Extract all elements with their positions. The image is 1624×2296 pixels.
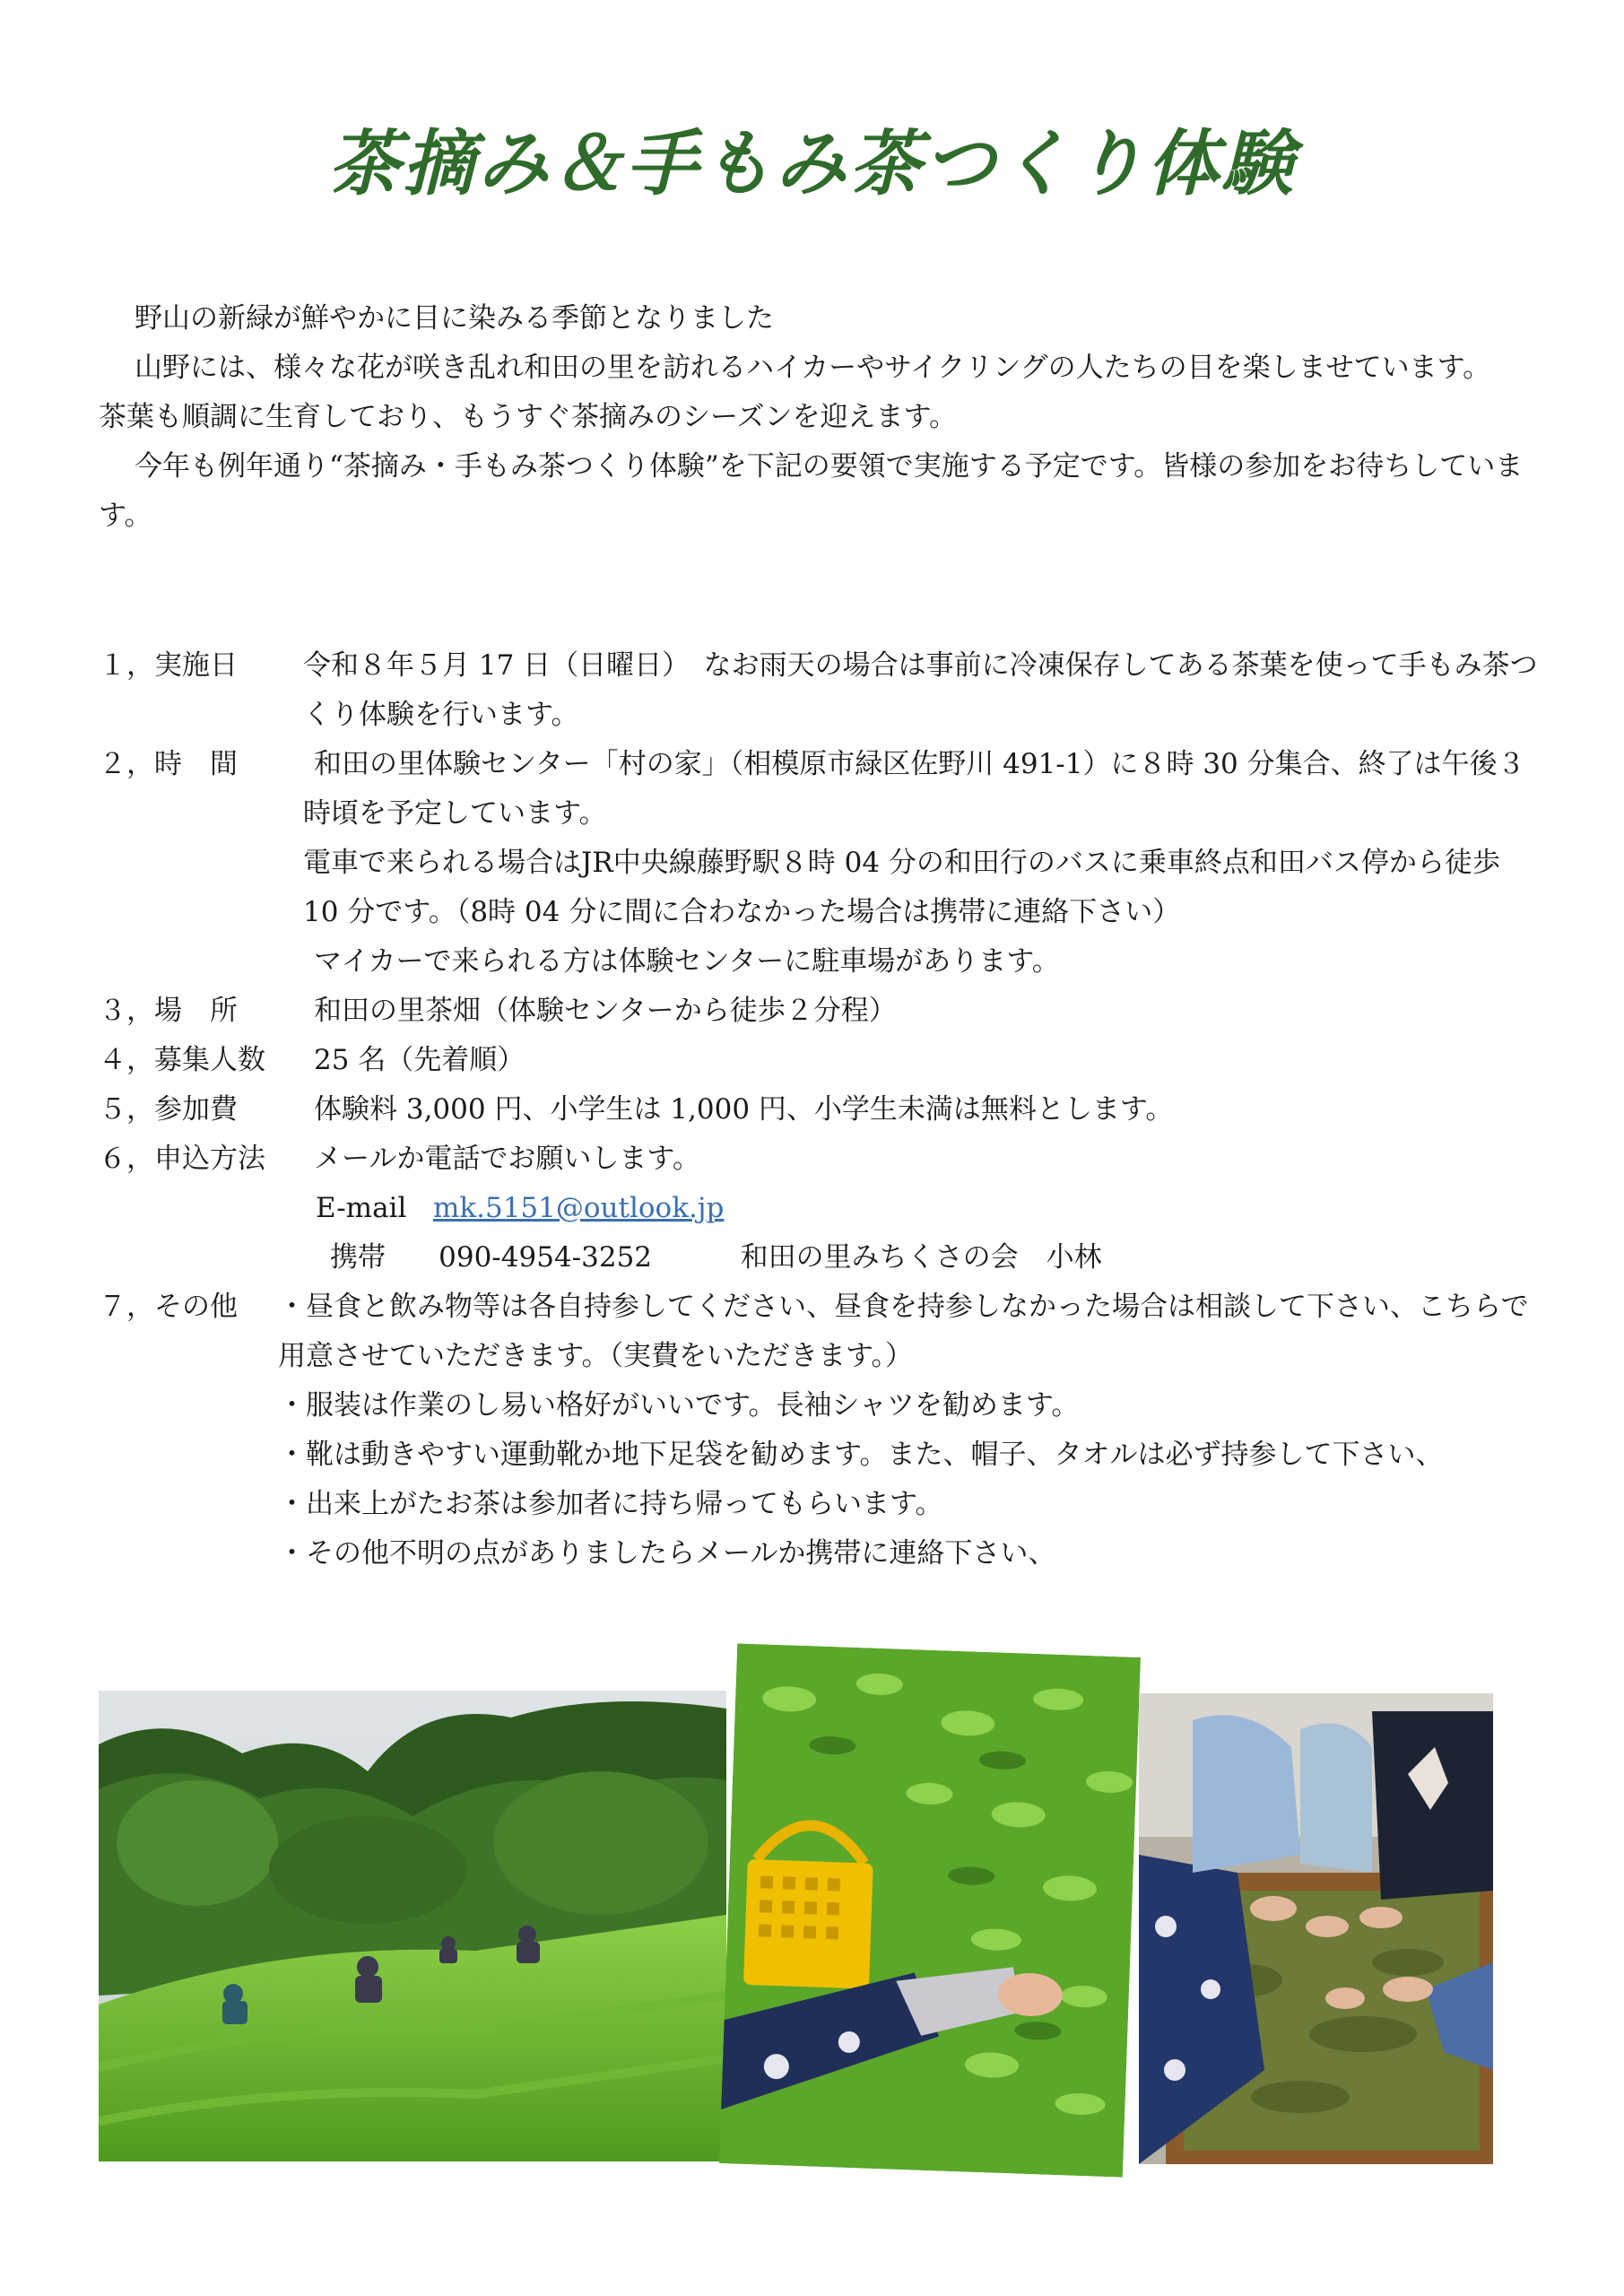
item-apply [99,1135,1542,1283]
phone-label: 携帯 [330,1241,386,1274]
item-date [99,641,1542,740]
photo-tea-field [99,1691,726,2161]
item-place [99,987,1542,1036]
item-text: 体験料 3,000 円、小学生は 1,000 円、小学生未満は無料とします。 [314,1093,1174,1126]
item-text: 和田の里体験センター「村の家」（相模原市緑区佐野川 491-1）に８時 30 分集合、終了は午後３時頃を予定しています。 [303,748,1525,830]
item-label: ７，その他 [99,1291,238,1323]
email-link[interactable]: mk.5151@outlook.jp [432,1192,725,1224]
intro-paragraph: 山野には、様々な花が咲き乱れ和田の里を訪れるハイカーやサイクリングの人たちの目を楽しませています。 [135,352,1491,384]
item-label: ４，募集人数 [99,1044,265,1076]
intro-paragraph: 今年も例年通り“茶摘み・手もみ茶つくり体験”を下記の要領で実施する予定です。皆様の参加をお待ちしています。 [99,450,1524,532]
photo-tea-rolling [1139,1693,1493,2164]
item-text: 25 名（先着順） [314,1044,525,1076]
item-text: メールか電話でお願いします。 [314,1143,700,1175]
details-list [99,641,1542,1578]
item-text: 電車で来られる場合はJR中央線藤野駅８時 04 分の和田行のバスに乗車終点和田バス停から徒歩 10 分です。（8時 04 分に間に合わなかった場合は携帯に連絡下さい） [303,847,1500,928]
item-text: マイカーで来られる方は体験センターに駐車場があります。 [314,945,1060,978]
item-label: ３，場 所 [99,995,238,1027]
phone-line [303,1233,1542,1283]
item-capacity [99,1036,1542,1085]
page-title: 茶摘み＆手もみ茶つくり体験 [328,122,1296,205]
item-label: ５，参加費 [99,1093,238,1126]
photo-tea-picking [728,1650,1132,2170]
intro-paragraph: 茶葉も順調に生育しており、もうすぐ茶摘みのシーズンを迎えます。 [99,401,957,433]
email-line [303,1184,1542,1233]
intro-section [99,294,1533,541]
item-fee [99,1085,1542,1135]
note-bullet: ・靴は動きやすい運動靴か地下足袋を勧めます。また、帽子、タオルは必ず持参して下さい、 [278,1439,1444,1471]
phone-number: 090-4954-3252 [439,1241,653,1274]
item-label: ６，申込方法 [99,1143,265,1175]
item-time [99,740,1542,987]
item-text: 令和８年５月 17 日（日曜日） なお雨天の場合は事前に冷凍保存してある茶葉を使って手もみ茶つくり体験を行います。 [303,649,1538,731]
item-text: 和田の里茶畑（体験センターから徒歩２分程） [314,995,897,1027]
note-bullet: ・昼食と飲み物等は各自持参してください、昼食を持参しなかった場合は相談して下さい、こちらで用意させていただきます。（実費をいただきます。） [278,1291,1529,1372]
note-bullet: ・出来上がたお茶は参加者に持ち帰ってもらいます。 [278,1488,943,1520]
item-other [99,1283,1542,1578]
email-label: E-mail [316,1192,407,1224]
intro-paragraph: 野山の新緑が鮮やかに目に染みる季節となりました [135,302,774,335]
note-bullet: ・その他不明の点がありましたらメールか携帯に連絡下さい、 [278,1537,1056,1570]
item-label: ２，時 間 [99,748,238,780]
note-bullet: ・服装は作業のし易い格好がいいです。長袖シャツを勧めます。 [278,1389,1080,1422]
item-label: １，実施日 [99,649,238,682]
organizer: 和田の里みちくさの会 小林 [740,1241,1102,1274]
